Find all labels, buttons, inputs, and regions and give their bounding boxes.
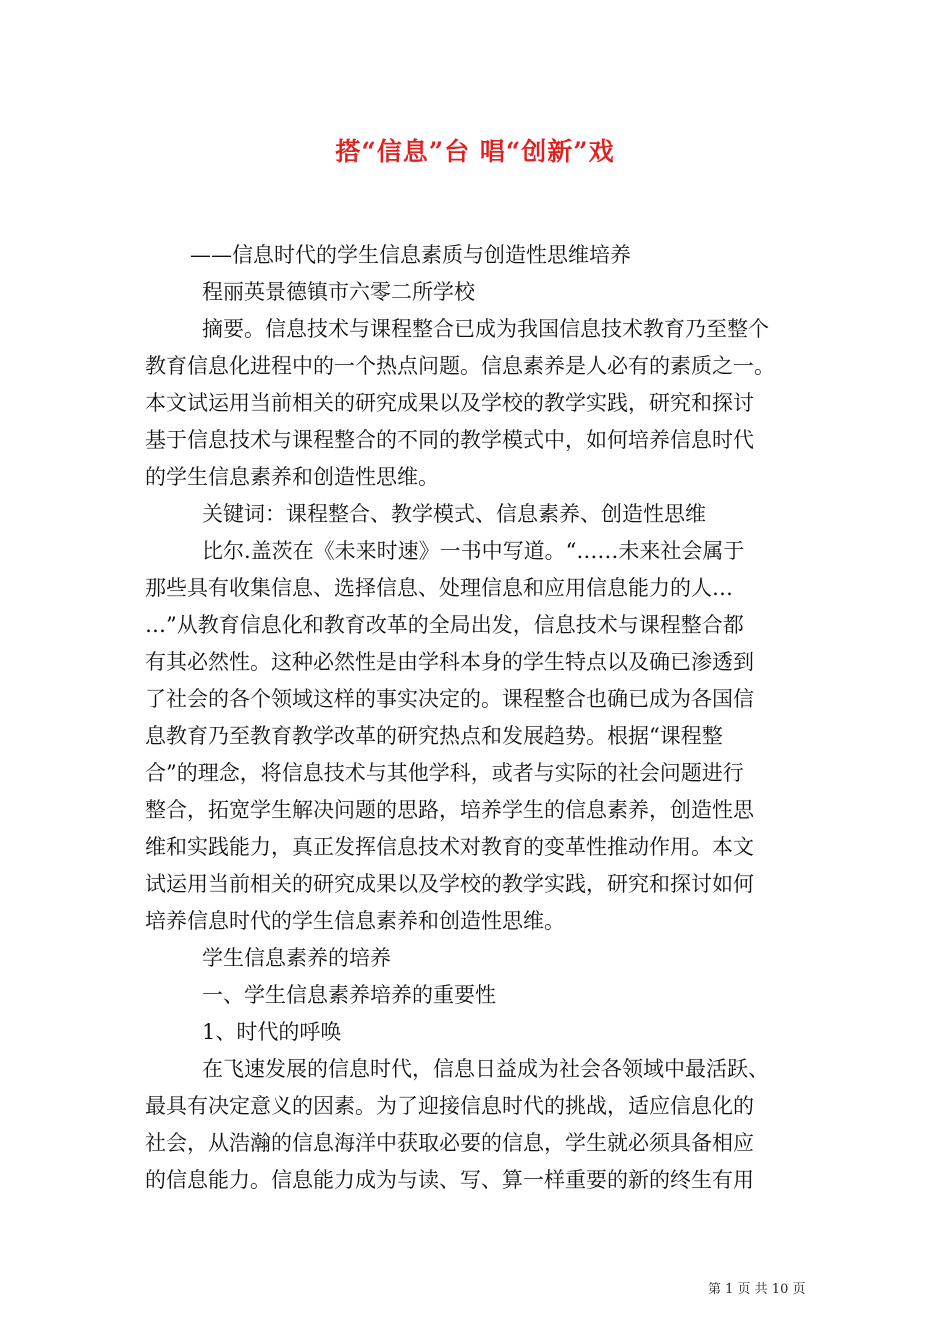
section-heading: 一、学生信息素养培养的重要性 <box>202 983 496 1007</box>
subsection-heading: 1、时代的呼唤 <box>202 1020 342 1044</box>
intro-line: 了社会的各个领域这样的事实决定的。课程整合也确已成为各国信 <box>145 687 754 711</box>
intro-line: 息教育乃至教育教学改革的研究热点和发展趋势。根据“课程整 <box>145 724 723 748</box>
intro-line: 维和实践能力，真正发挥信息技术对教育的变革性推动作用。本文 <box>145 835 754 859</box>
abstract-line: 基于信息技术与课程整合的不同的教学模式中，如何培养信息时代 <box>145 428 754 452</box>
author-line: 程丽英景德镇市六零二所学校 <box>202 280 475 304</box>
document-title: 搭“信息”台 唱“创新”戏 <box>335 137 615 166</box>
body-line: 社会，从浩瀚的信息海洋中获取必要的信息，学生就必须具备相应 <box>145 1131 754 1155</box>
intro-line: 合”的理念，将信息技术与其他学科，或者与实际的社会问题进行 <box>145 761 744 785</box>
page-footer: 第 1 页 共 10 页 <box>708 1282 806 1297</box>
document-subtitle: ——信息时代的学生信息素质与创造性思维培养 <box>190 243 631 267</box>
body-line: 最具有决定意义的因素。为了迎接信息时代的挑战，适应信息化的 <box>145 1094 754 1118</box>
intro-line: 整合，拓宽学生解决问题的思路，培养学生的信息素养，创造性思 <box>145 798 754 822</box>
intro-line: 培养信息时代的学生信息素养和创造性思维。 <box>145 909 565 933</box>
abstract-line: 本文试运用当前相关的研究成果以及学校的教学实践，研究和探讨 <box>145 391 754 415</box>
intro-line: 那些具有收集信息、选择信息、处理信息和应用信息能力的人… <box>145 576 733 600</box>
body-line: 在飞速发展的信息时代，信息日益成为社会各领域中最活跃、 <box>202 1057 769 1081</box>
abstract-line: 的学生信息素养和创造性思维。 <box>145 465 439 489</box>
intro-line: 有其必然性。这种必然性是由学科本身的学生特点以及确已渗透到 <box>145 650 754 674</box>
abstract-line: 摘要。信息技术与课程整合已成为我国信息技术教育乃至整个 <box>202 317 769 341</box>
abstract-line: 教育信息化进程中的一个热点问题。信息素养是人必有的素质之一。 <box>145 354 775 378</box>
intro-line: 比尔.盖茨在《未来时速》一书中写道。“……未来社会属于 <box>202 539 745 563</box>
intro-line: …”从教育信息化和教育改革的全局出发，信息技术与课程整合都 <box>145 613 744 637</box>
keywords-line: 关键词：课程整合、教学模式、信息素养、创造性思维 <box>202 502 706 526</box>
intro-line: 试运用当前相关的研究成果以及学校的教学实践，研究和探讨如何 <box>145 872 754 896</box>
section-heading: 学生信息素养的培养 <box>202 946 391 970</box>
body-line: 的信息能力。信息能力成为与读、写、算一样重要的新的终生有用 <box>145 1168 754 1192</box>
